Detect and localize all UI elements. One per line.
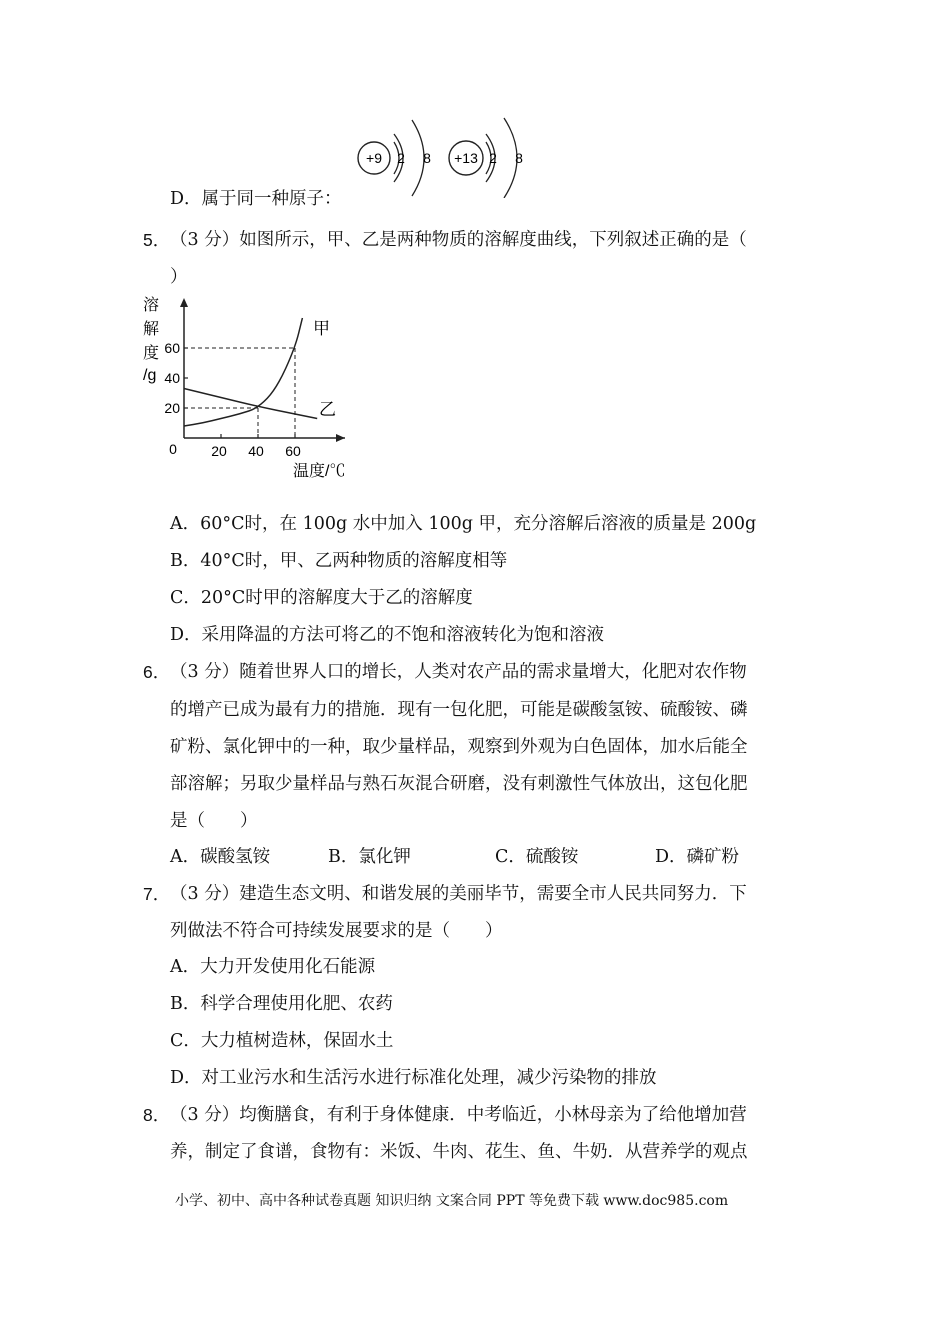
q8-number: 8．	[143, 1105, 171, 1125]
y-axis-label: 溶	[143, 297, 160, 314]
q5-stem-line2: ）	[170, 267, 188, 287]
q6-option-c: C．硫酸铵	[495, 847, 579, 867]
q6-stem-line1: （3 分）随着世界人口的增长，人类对农产品的需求量增大，化肥对农作物	[170, 662, 747, 682]
q5-option-a: A．60°C时，在 100g 水中加入 100g 甲，充分溶解后溶液的质量是 200g	[170, 514, 757, 534]
series-yi-curve	[184, 389, 317, 419]
q7-option-c: C．大力植树造林，保固水土	[170, 1031, 394, 1051]
page-footer: 小学、初中、高中各种试卷真题 知识归纳 文案合同 PPT 等免费下载 www.doc985.com	[175, 1193, 729, 1209]
x-tick-label: 20	[211, 443, 227, 459]
q6-number: 6．	[143, 662, 171, 682]
q7-number: 7．	[143, 884, 171, 904]
origin-label: 0	[169, 441, 177, 457]
y-axis-label: /g	[143, 367, 157, 384]
y-tick-label: 60	[164, 340, 180, 356]
atom2-shell2-label: 8	[515, 150, 523, 166]
q8-stem-line1: （3 分）均衡膳食，有利于身体健康．中考临近，小林母亲为了给他增加营	[170, 1105, 747, 1125]
series-yi-label: 乙	[319, 400, 336, 419]
y-axis-arrow	[180, 298, 188, 307]
q6-stem-line3: 矿粉、氯化钾中的一种，取少量样品，观察到外观为白色固体，加水后能全	[170, 737, 748, 757]
q7-option-d: D．对工业污水和生活污水进行标准化处理，减少污染物的排放	[170, 1068, 657, 1088]
solubility-chart	[135, 290, 360, 485]
q7-stem-line2: 列做法不符合可持续发展要求的是（ ）	[170, 921, 503, 941]
atom1-shell2-label: 8	[423, 150, 431, 166]
q7-option-b: B．科学合理使用化肥、农药	[170, 994, 393, 1014]
atom1-nucleus-label: +9	[366, 150, 382, 166]
q7-option-a: A．大力开发使用化石能源	[170, 957, 376, 977]
y-tick-label: 20	[164, 400, 180, 416]
y-tick-label: 40	[164, 370, 180, 386]
q7-stem-line1: （3 分）建造生态文明、和谐发展的美丽毕节，需要全市人民共同努力．下	[170, 884, 747, 904]
q5-option-d: D．采用降温的方法可将乙的不饱和溶液转化为饱和溶液	[170, 625, 605, 645]
q6-stem-line2: 的增产已成为最有力的措施．现有一包化肥，可能是碳酸氢铵、硫酸铵、磷	[170, 700, 748, 720]
q5-option-c: C．20°C时甲的溶解度大于乙的溶解度	[170, 588, 473, 608]
q6-stem-line4: 部溶解；另取少量样品与熟石灰混合研磨，没有刺激性气体放出，这包化肥	[170, 774, 748, 794]
q6-stem-line5: 是（ ）	[170, 811, 258, 831]
q6-option-a: A．碳酸氢铵	[170, 847, 271, 867]
x-tick-label: 40	[248, 443, 264, 459]
atom2-shell1-label: 2	[489, 150, 497, 166]
q5-option-b: B．40°C时，甲、乙两种物质的溶解度相等	[170, 551, 508, 571]
q6-option-b: B．氯化钾	[328, 847, 411, 867]
q5-number: 5．	[143, 230, 171, 250]
series-jia-curve	[184, 318, 302, 426]
x-axis-arrow	[336, 434, 345, 442]
x-tick-label: 60	[285, 443, 301, 459]
series-jia-label: 甲	[313, 319, 330, 338]
atom2-nucleus-label: +13	[454, 150, 478, 166]
y-axis-label: 度	[143, 345, 160, 362]
q8-stem-line2: 养，制定了食谱，食物有：米饭、牛肉、花生、鱼、牛奶．从营养学的观点	[170, 1142, 748, 1162]
atom1-shell1-label: 2	[397, 150, 405, 166]
atom-diagram-1	[358, 120, 431, 196]
atom-structure-diagrams	[350, 112, 540, 198]
q6-option-d: D．磷矿粉	[655, 847, 740, 867]
x-axis-label: 温度/℃	[293, 463, 346, 480]
y-axis-label: 解	[143, 321, 160, 338]
atom-diagram-2	[449, 118, 523, 198]
q4-option-d: D．属于同一种原子：	[170, 189, 342, 209]
q5-stem-line1: （3 分）如图所示，甲、乙是两种物质的溶解度曲线，下列叙述正确的是（	[170, 230, 747, 250]
